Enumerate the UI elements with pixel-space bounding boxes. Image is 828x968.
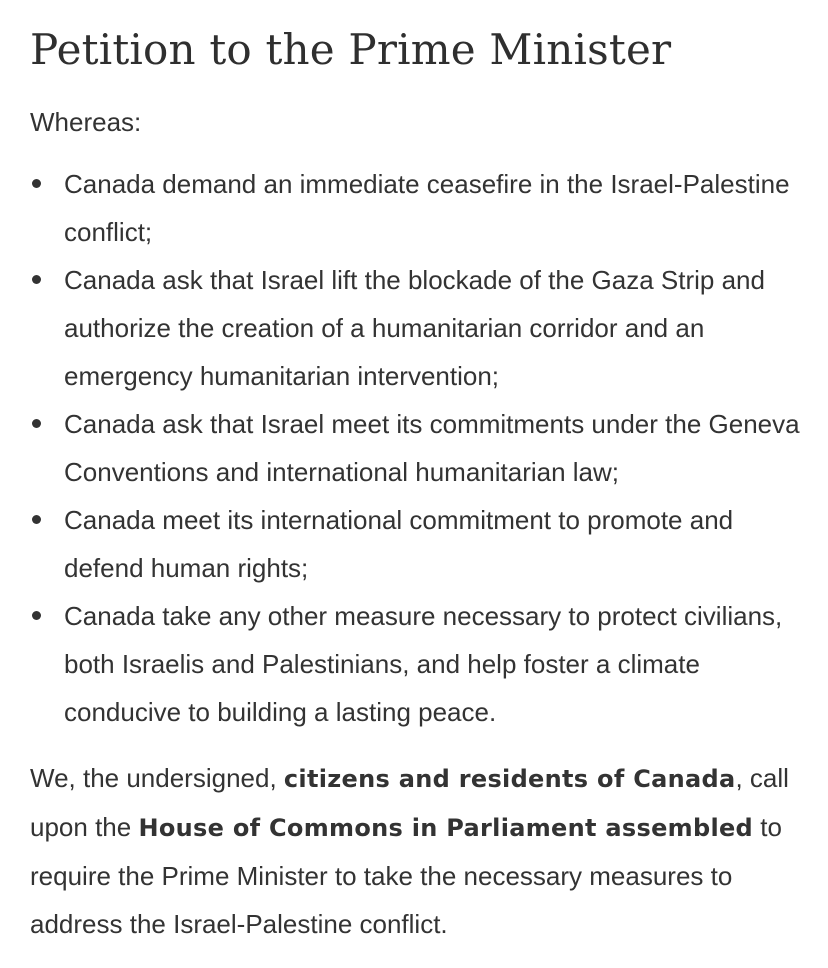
whereas-intro: Whereas: <box>30 107 142 137</box>
bullet-icon <box>32 419 41 428</box>
list-item-text: Canada ask that Israel meet its commitments under the Geneva Conventions and international humanitarian law; <box>64 409 800 487</box>
closing-text-3: to require the Prime Minister to take the necessary measures to address the Israel-Palestine conflict. <box>30 812 782 939</box>
list-item-text: Canada take any other measure necessary to protect civilians, both Israelis and Palestinians, and help foster a climate conducive to building a lasting peace. <box>64 601 783 727</box>
closing-text-1: We, the undersigned, <box>30 763 284 793</box>
closing-text-2: , call upon the <box>30 763 789 842</box>
list-item-text: Canada meet its international commitment to promote and defend human rights; <box>64 505 734 583</box>
page-title: Petition to the Prime Minister <box>30 25 672 74</box>
closing-emphasis-house: House of Commons in Parliament assembled <box>138 814 754 842</box>
petition-document <box>30 22 810 948</box>
closing-emphasis-citizens: citizens and residents of Canada <box>283 765 736 793</box>
bullet-icon <box>32 275 41 284</box>
bullet-icon <box>32 611 41 620</box>
closing-paragraph <box>30 754 810 948</box>
whereas-list <box>30 160 810 736</box>
list-item <box>30 256 810 400</box>
bullet-icon <box>32 179 41 188</box>
list-item <box>30 592 810 736</box>
list-item <box>30 160 810 256</box>
list-item <box>30 496 810 592</box>
list-item <box>30 400 810 496</box>
list-item-text: Canada demand an immediate ceasefire in the Israel-Palestine conflict; <box>64 169 790 247</box>
bullet-icon <box>32 515 41 524</box>
list-item-text: Canada ask that Israel lift the blockade of the Gaza Strip and authorize the creation of a humanitarian corridor and an emergency humanitarian intervention; <box>64 265 765 391</box>
